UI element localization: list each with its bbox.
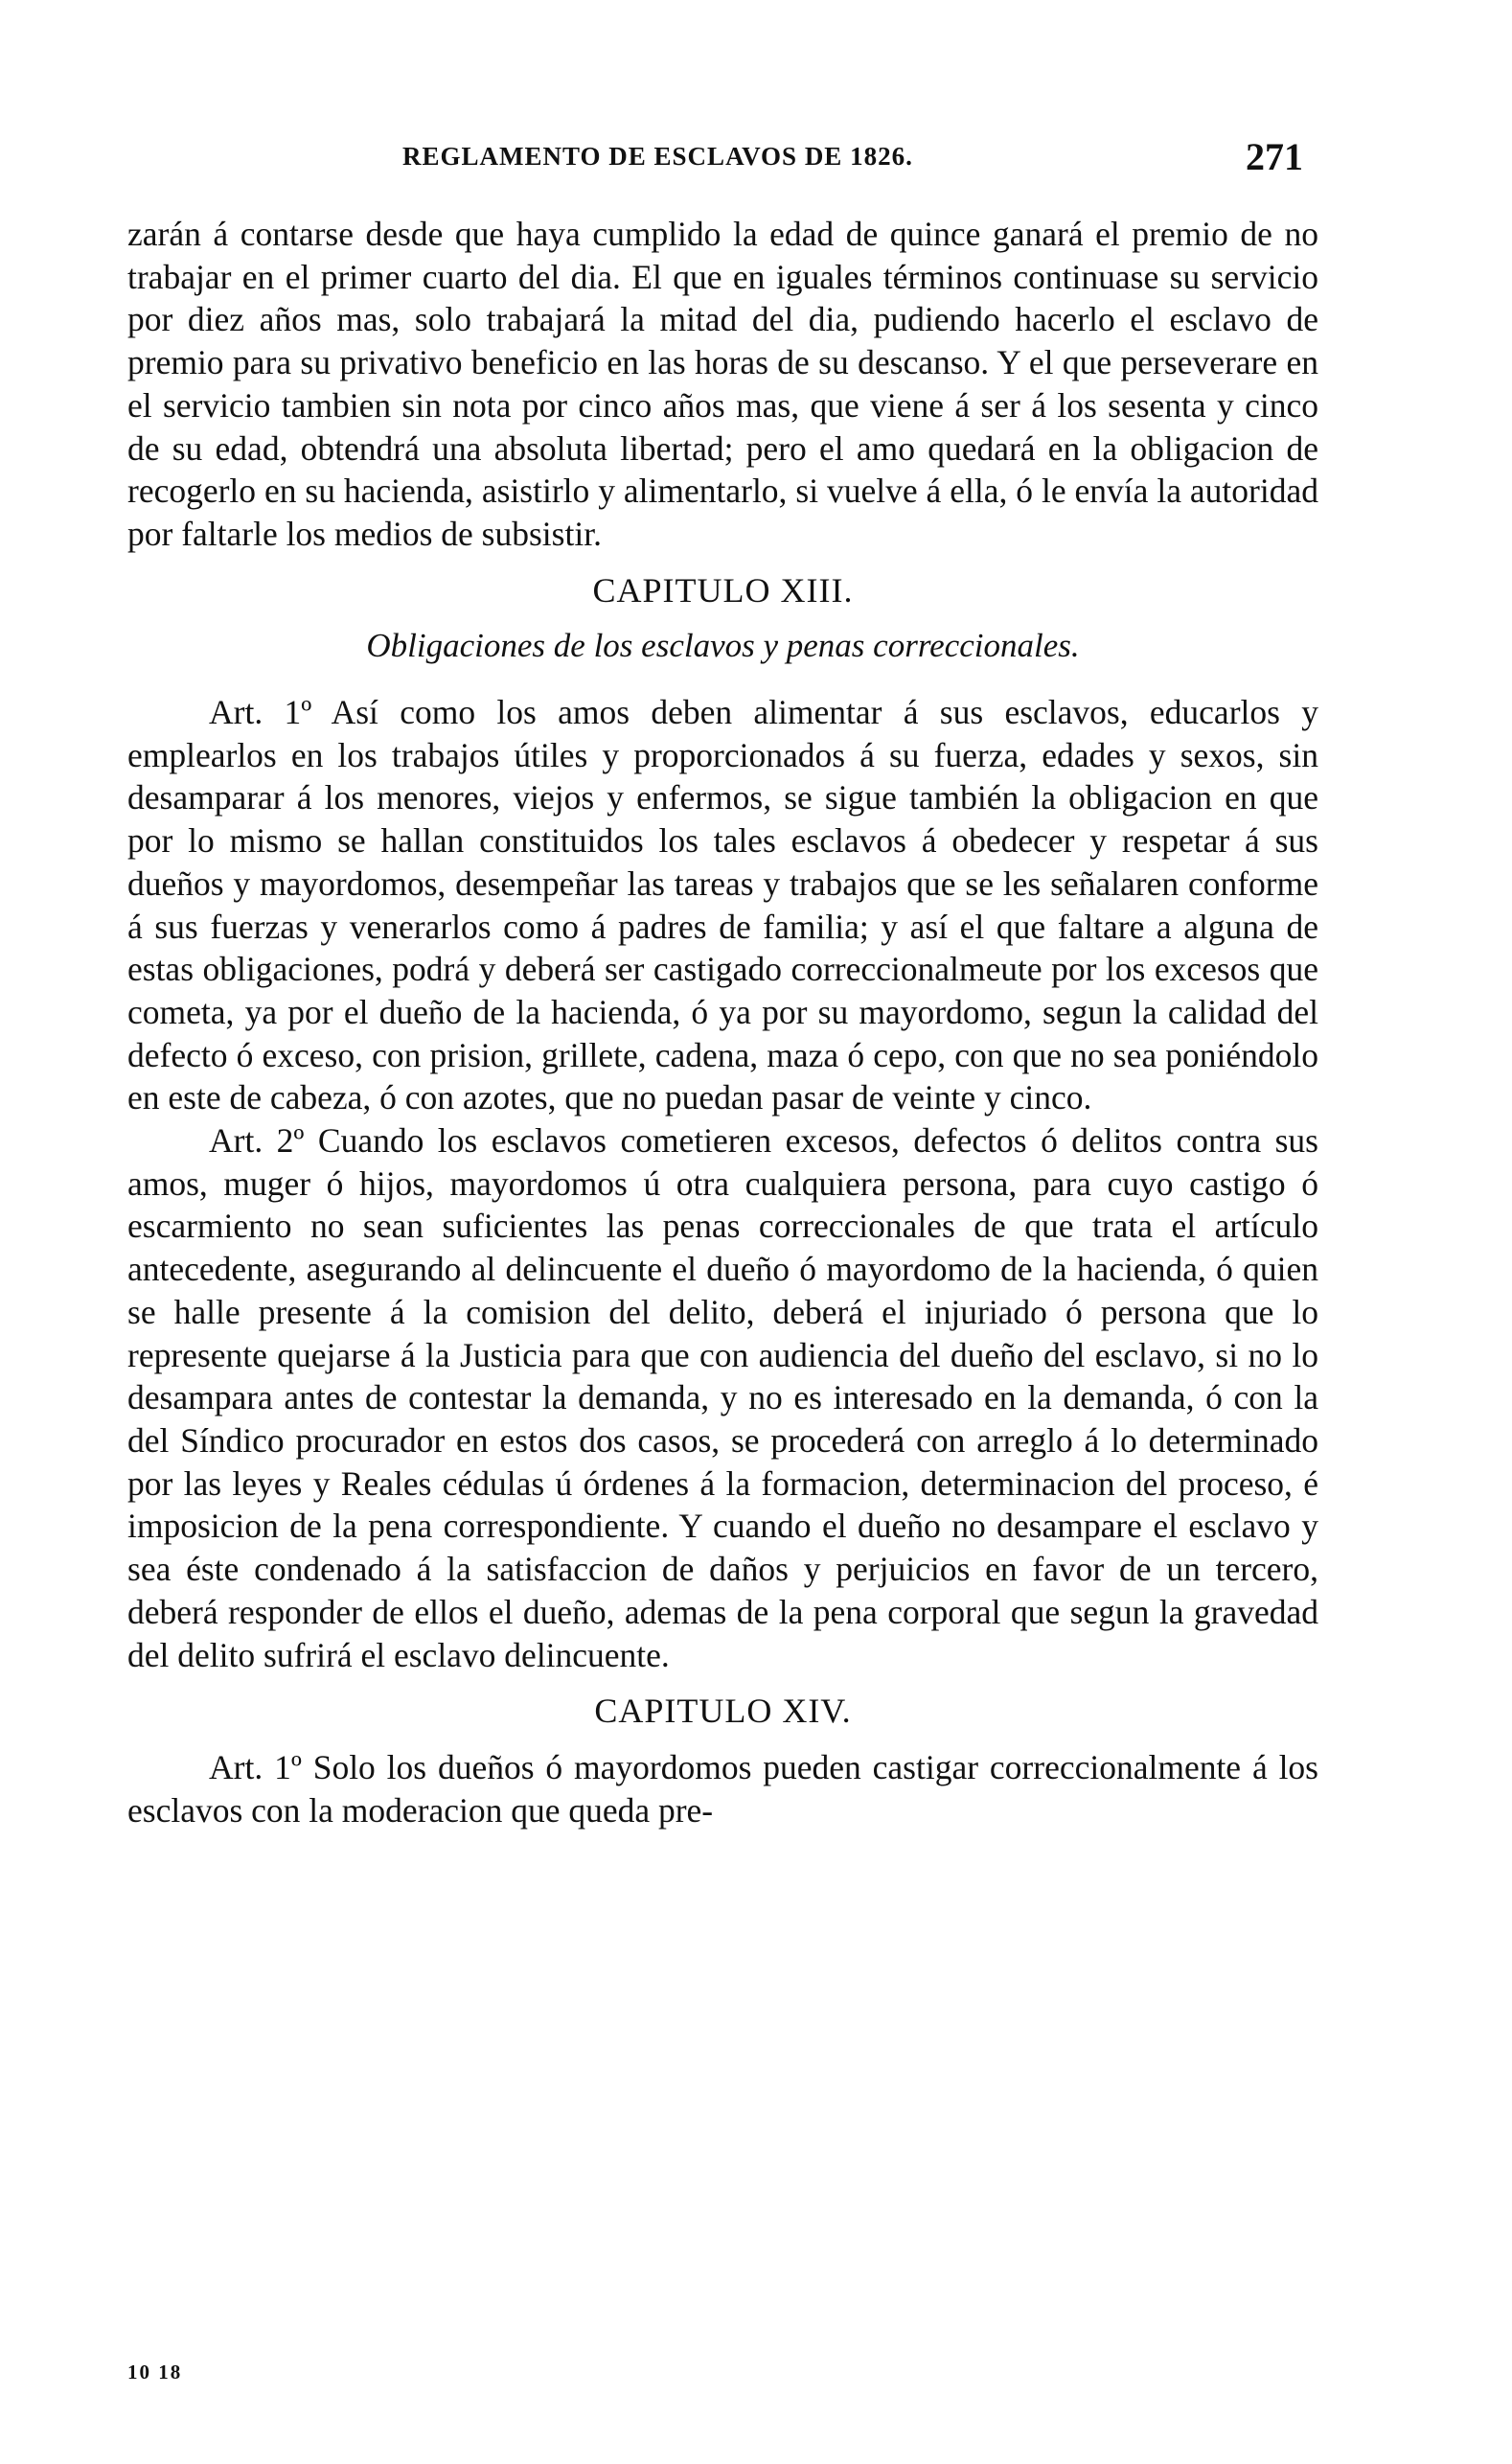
- paragraph-continuation: zarán á contarse desde que haya cumplido la edad de quince ganará el premio de no trabajar en el primer cuarto del dia. El que en iguales términos continuase su servicio por diez años mas, solo trabajará la mitad del dia, pudiendo hacerlo el esclavo de premio para su privativo beneficio en las horas de su descanso. Y el que perseverare en el servicio tambien sin nota por cinco años mas, que viene á ser á los sesenta y cinco de su edad, obtendrá una absoluta libertad; pero el amo quedará en la obligacion de recogerlo en su hacienda, asistirlo y alimentarlo, si vuelve á ella, ó le envía la autoridad por faltarle los medios de subsistir.: [127, 215, 1318, 553]
- chapter-14-title: CAPITULO XIV.: [594, 1692, 852, 1731]
- article-2-paragraph: Art. 2º Cuando los esclavos cometieren excesos, defectos ó delitos contra sus amos, muger ó hijos, mayordomos ú otra cualquiera persona, para cuyo castigo ó escarmiento no sean suficientes las penas correccionales de que trata el artículo antecedente, asegurando al delincuente el dueño ó mayordomo de la hacienda, ó quien se halle presente á la comision del delito, deberá el injuriado ó persona que lo represente quejarse á la Justicia para que con audiencia del dueño del esclavo, si no lo desampara antes de contestar la demanda, y no es interesado en la demanda, ó con la del Síndico procurador en estos dos casos, se procederá con arreglo á lo determinado por las leyes y Reales cédulas ú órdenes á la formacion, determinacion del proceso, é imposicion de la pena correspondiente. Y cuando el dueño no desampare el esclavo y sea éste condenado á la satisfaccion de daños y perjuicios en favor de un tercero, deberá responder de ellos el dueño, ademas de la pena corporal que segun la gravedad del delito sufrirá el esclavo delincuente.: [127, 1121, 1318, 1674]
- article-1-paragraph: Art. 1º Así como los amos deben alimentar á sus esclavos, educarlos y emplearlos en los trabajos útiles y proporcionados á su fuerza, edades y sexos, sin desamparar á los menores, viejos y enfermos, se sigue también la obligacion en que por lo mismo se hallan constituidos los tales esclavos á obedecer y respetar á sus dueños y mayordomos, desempeñar las tareas y trabajos que se les señalaren conforme á sus fuerzas y venerarlos como á padres de familia; y así el que faltare a alguna de estas obligaciones, podrá y deberá ser castigado correccionalmeute por los excesos que cometa, ya por el dueño de la hacienda, ó ya por su mayordomo, segun la calidad del defecto ó exceso, con prision, grillete, cadena, maza ó cepo, con que no sea poniéndolo en este de cabeza, ó con azotes, que no puedan pasar de veinte y cinco.: [127, 693, 1318, 1117]
- printer-signature-mark: 10 18: [127, 2360, 183, 2383]
- chapter-14-article-1-paragraph: Art. 1º Solo los dueños ó mayordomos pueden castigar correccionalmente á los esclavos con la moderacion que queda pre-: [127, 1747, 1318, 1830]
- page-number: 271: [1246, 135, 1303, 178]
- running-title: REGLAMENTO DE ESCLAVOS DE 1826.: [402, 142, 913, 171]
- chapter-13-subtitle: Obligaciones de los esclavos y penas correccionales.: [366, 627, 1080, 665]
- body-text: [127, 213, 1318, 1831]
- chapter-13-title: CAPITULO XIII.: [592, 570, 854, 610]
